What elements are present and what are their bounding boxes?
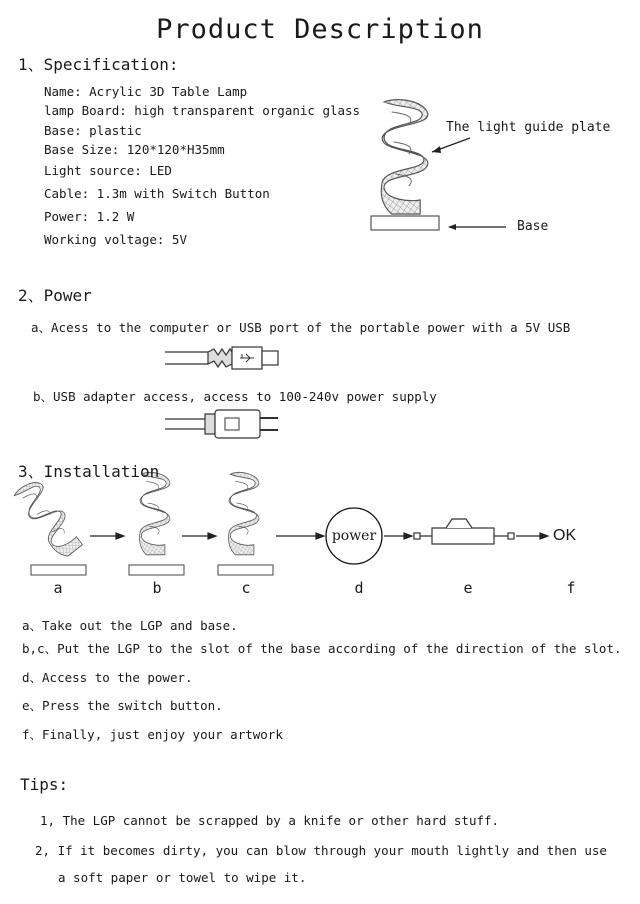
install-instruction: e、Press the switch button. <box>22 698 223 713</box>
install-step-c-drawing <box>218 472 273 575</box>
spec-line: Base Size: 120*120*H35mm <box>44 142 225 157</box>
spec-lamp-illustration <box>371 100 439 230</box>
power-circle-text: power <box>331 528 377 544</box>
usb-cable-icon <box>165 347 278 369</box>
install-step-a-drawing <box>12 477 87 575</box>
installation-heading: 3、Installation <box>18 462 160 481</box>
power-option-b: b、USB adapter access, access to 100-240v power supply <box>33 389 437 404</box>
wall-adapter-icon <box>165 410 278 438</box>
install-instruction: d、Access to the power. <box>22 670 193 685</box>
install-instruction: f、Finally, just enjoy your artwork <box>22 727 283 742</box>
spec-line: Base: plastic <box>44 123 142 138</box>
spec-base-drawing <box>371 216 439 230</box>
install-instruction: b,c、Put the LGP to the slot of the base according of the direction of the slot. <box>22 641 622 656</box>
tips-heading: Tips: <box>20 775 69 794</box>
step-label-c: c <box>241 579 251 597</box>
tip-line: 1, The LGP cannot be scrapped by a knife or other hard stuff. <box>40 813 500 828</box>
guide-plate-arrow <box>432 138 470 153</box>
install-step-b-drawing <box>129 472 184 575</box>
install-instruction: a、Take out the LGP and base. <box>22 618 238 633</box>
switch-drawing <box>414 519 514 544</box>
power-option-a: a、Acess to the computer or USB port of the portable power with a 5V USB <box>31 320 571 335</box>
step-label-e: e <box>463 579 473 597</box>
tip-line: 2, If it becomes dirty, you can blow through your mouth lightly and then use <box>35 843 607 858</box>
step-label-a: a <box>53 579 63 597</box>
spec-line: lamp Board: high transparent organic glass <box>44 103 361 118</box>
base-label: Base <box>517 219 549 234</box>
spec-line: Working voltage: 5V <box>44 232 187 247</box>
tip-line: a soft paper or towel to wipe it. <box>58 870 307 885</box>
base-arrow <box>448 224 506 230</box>
guide-plate-label: The light guide plate <box>446 120 611 135</box>
spec-line: Name: Acrylic 3D Table Lamp <box>44 84 248 99</box>
step-label-f: f <box>566 579 576 597</box>
step-label-b: b <box>152 579 162 597</box>
spec-heading: 1、Specification: <box>18 55 179 74</box>
step-label-d: d <box>354 579 364 597</box>
spec-line: Power: 1.2 W <box>44 209 135 224</box>
spec-line: Light source: LED <box>44 163 172 178</box>
power-heading: 2、Power <box>18 286 92 305</box>
ok-text: OK <box>553 527 577 544</box>
spec-line: Cable: 1.3m with Switch Button <box>44 186 270 201</box>
page-title: Product Description <box>156 14 484 45</box>
